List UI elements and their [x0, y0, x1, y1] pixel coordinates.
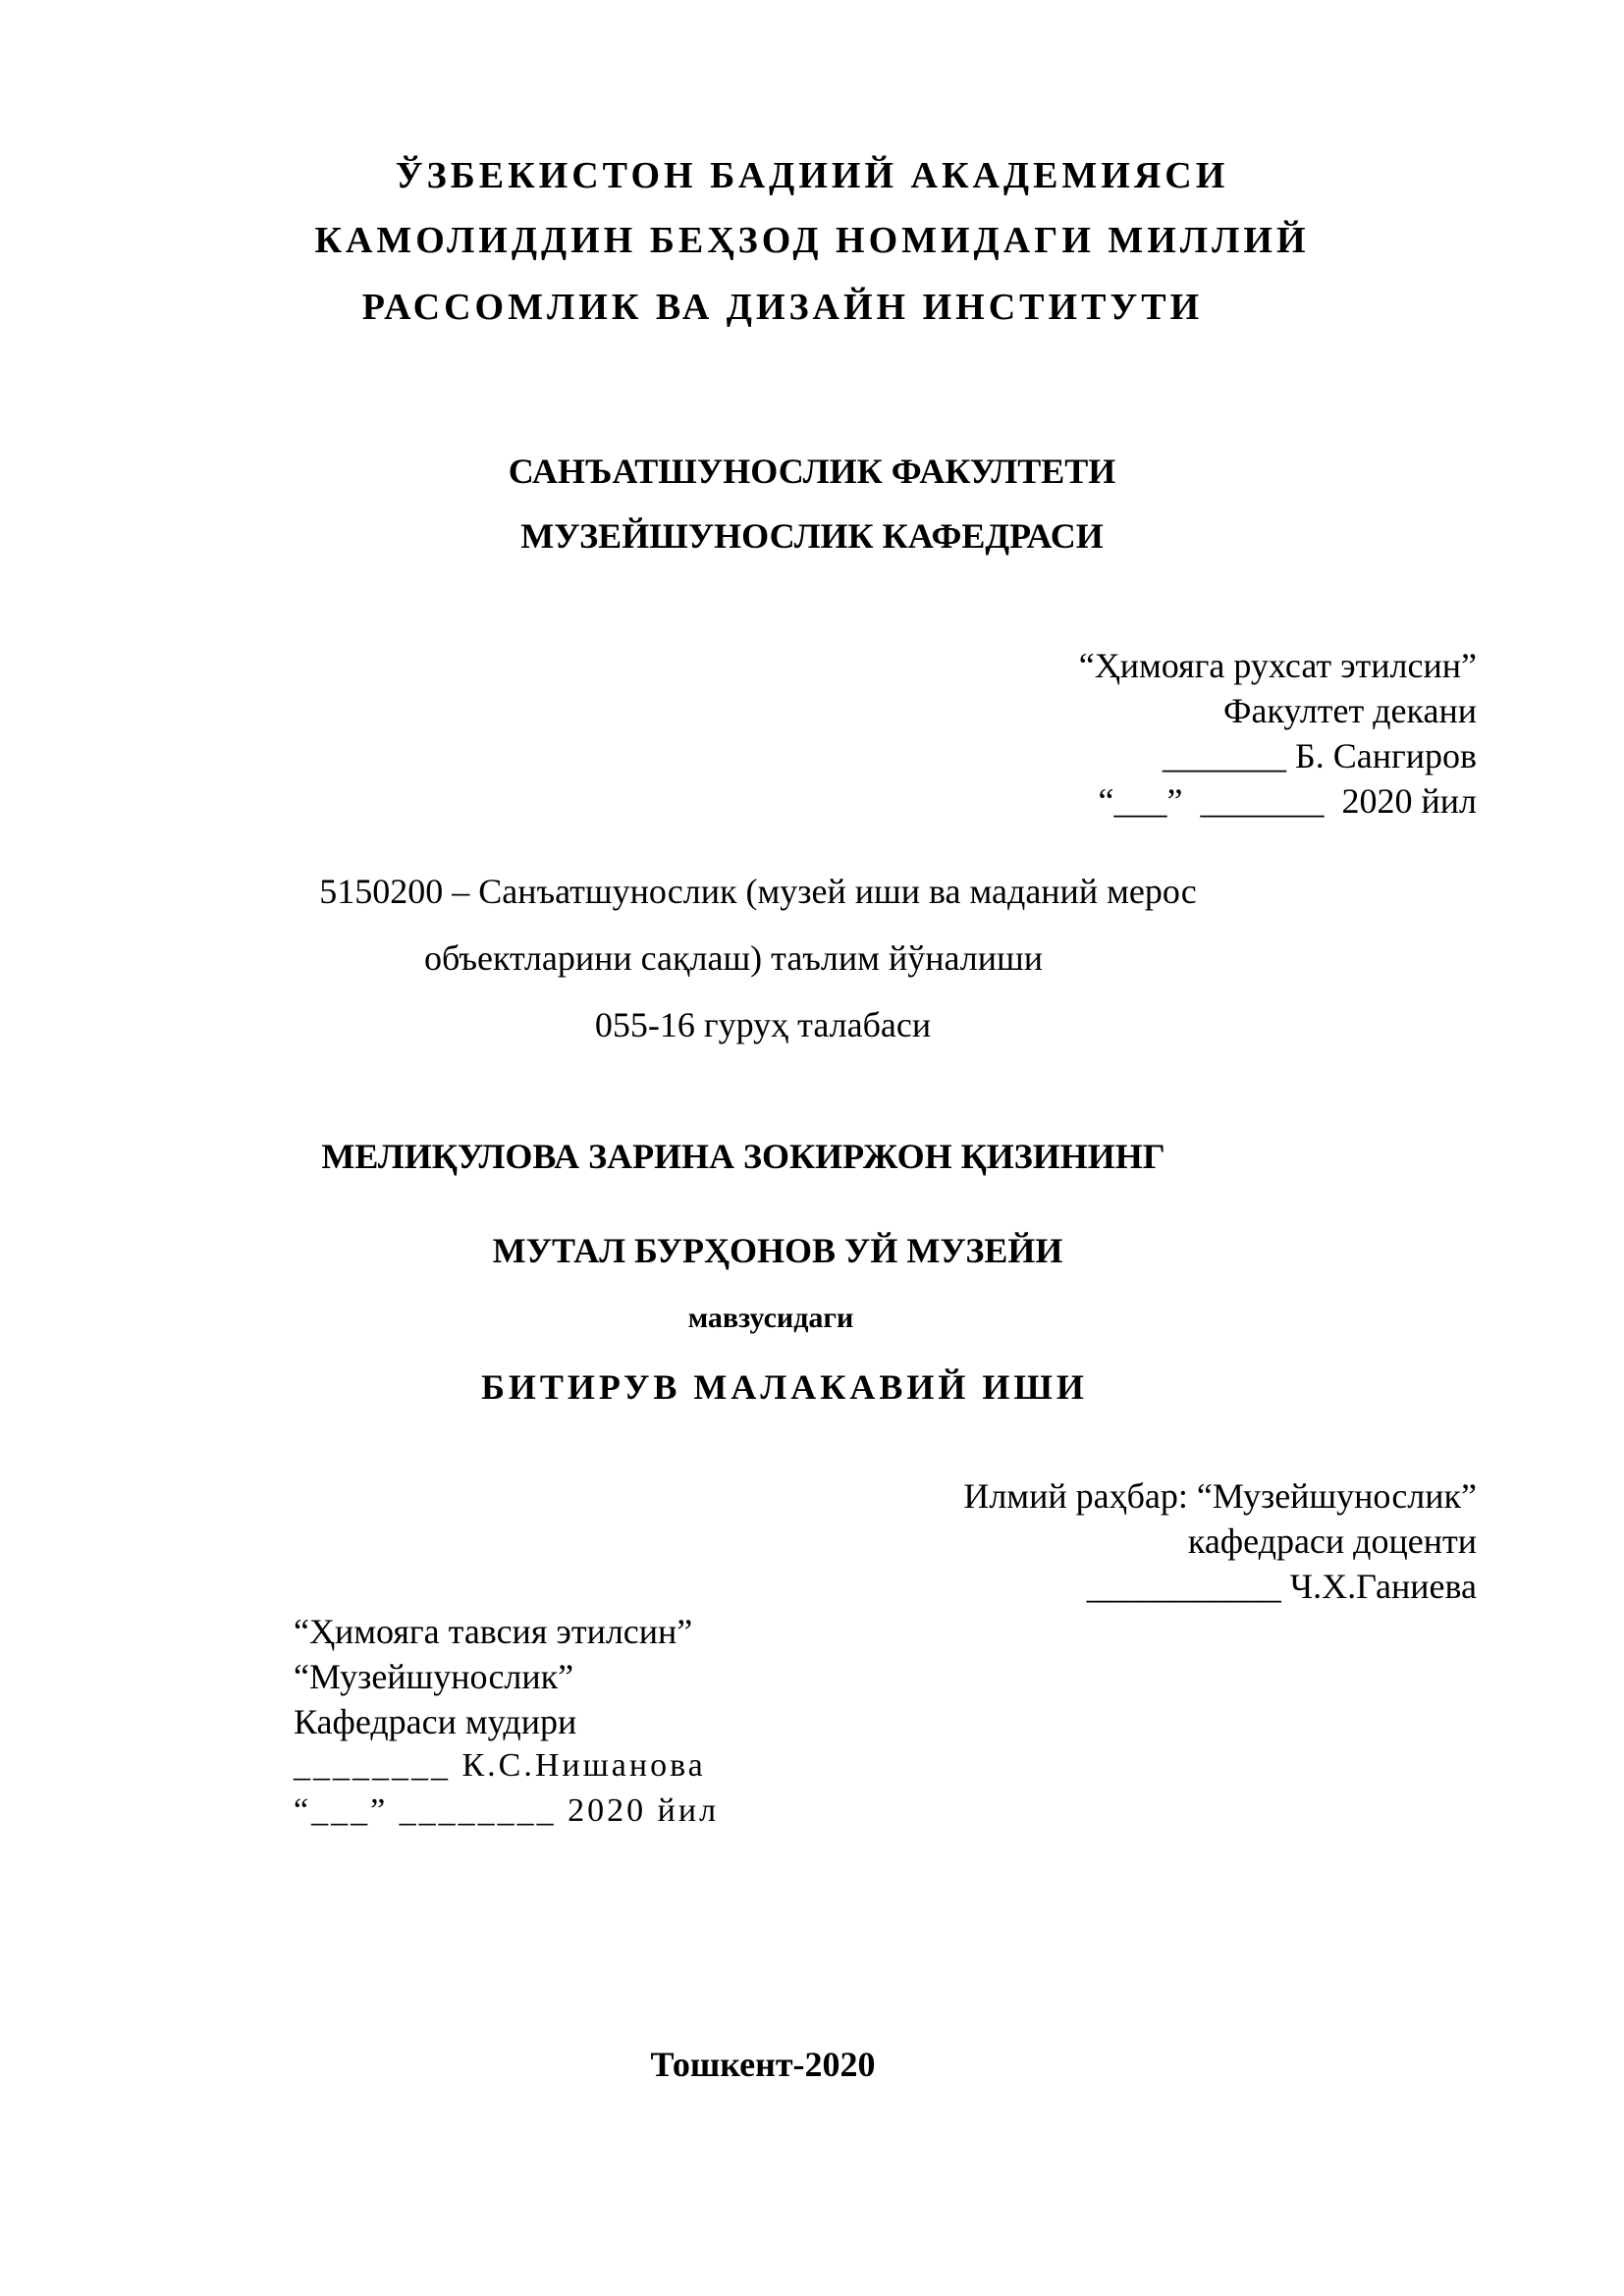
institution-name-line-2: КАМОЛИДДИН БЕҲЗОД НОМИДАГИ МИЛЛИЙ	[314, 220, 1310, 261]
city-year: Тошкент-2020	[650, 2045, 876, 2084]
topic-title: МУТАЛ БУРҲОНОВ УЙ МУЗЕЙИ	[492, 1231, 1063, 1270]
program-line-1: 5150200 – Санъатшунослик (музей иши ва маданий мерос	[319, 872, 1197, 911]
institution-name-line-3: РАССОМЛИК ВА ДИЗАЙН ИНСТИТУТИ	[361, 287, 1204, 328]
recommendation-date: “___” ________ 2020 йил	[294, 1792, 720, 1829]
supervisor-line-2: кафедраси доценти	[1187, 1522, 1477, 1561]
faculty-name: САНЪАТШУНОСЛИК ФАКУЛТЕТИ	[508, 452, 1116, 491]
program-group: 055-16 гуруҳ талабаси	[594, 1005, 932, 1044]
student-name: МЕЛИҚУЛОВА ЗАРИНА ЗОКИРЖОН ҚИЗИНИНГ	[321, 1137, 1165, 1176]
institution-name-line-1: ЎЗБЕКИСТОН БАДИИЙ АКАДЕМИЯСИ	[395, 155, 1229, 196]
approval-date: “___” _______ 2020 йил	[1098, 781, 1477, 821]
supervisor-line-1: Илмий раҳбар: “Музейшунослик”	[963, 1476, 1477, 1516]
recommendation-department: “Музейшунослик”	[294, 1657, 574, 1696]
program-line-2: объектларини сақлаш) таълим йўналиши	[424, 938, 1043, 978]
topic-subtitle: мавзусидаги	[687, 1302, 854, 1334]
work-type: БИТИРУВ МАЛАКАВИЙ ИШИ	[481, 1367, 1088, 1407]
recommendation-position: Кафедраси мудири	[294, 1702, 577, 1741]
approval-title: “Ҳимояга рухсат этилсин”	[1078, 646, 1477, 685]
recommendation-title: “Ҳимояга тавсия этилсин”	[294, 1612, 693, 1651]
department-name: МУЗЕЙШУНОСЛИК КАФЕДРАСИ	[520, 516, 1104, 556]
supervisor-signature: ___________ Ч.Х.Ганиева	[1086, 1567, 1477, 1606]
approval-signature: _______ Б. Сангиров	[1163, 736, 1477, 775]
recommendation-signature: ________ К.С.Нишанова	[294, 1747, 706, 1784]
approval-position: Факултет декани	[1223, 691, 1477, 730]
